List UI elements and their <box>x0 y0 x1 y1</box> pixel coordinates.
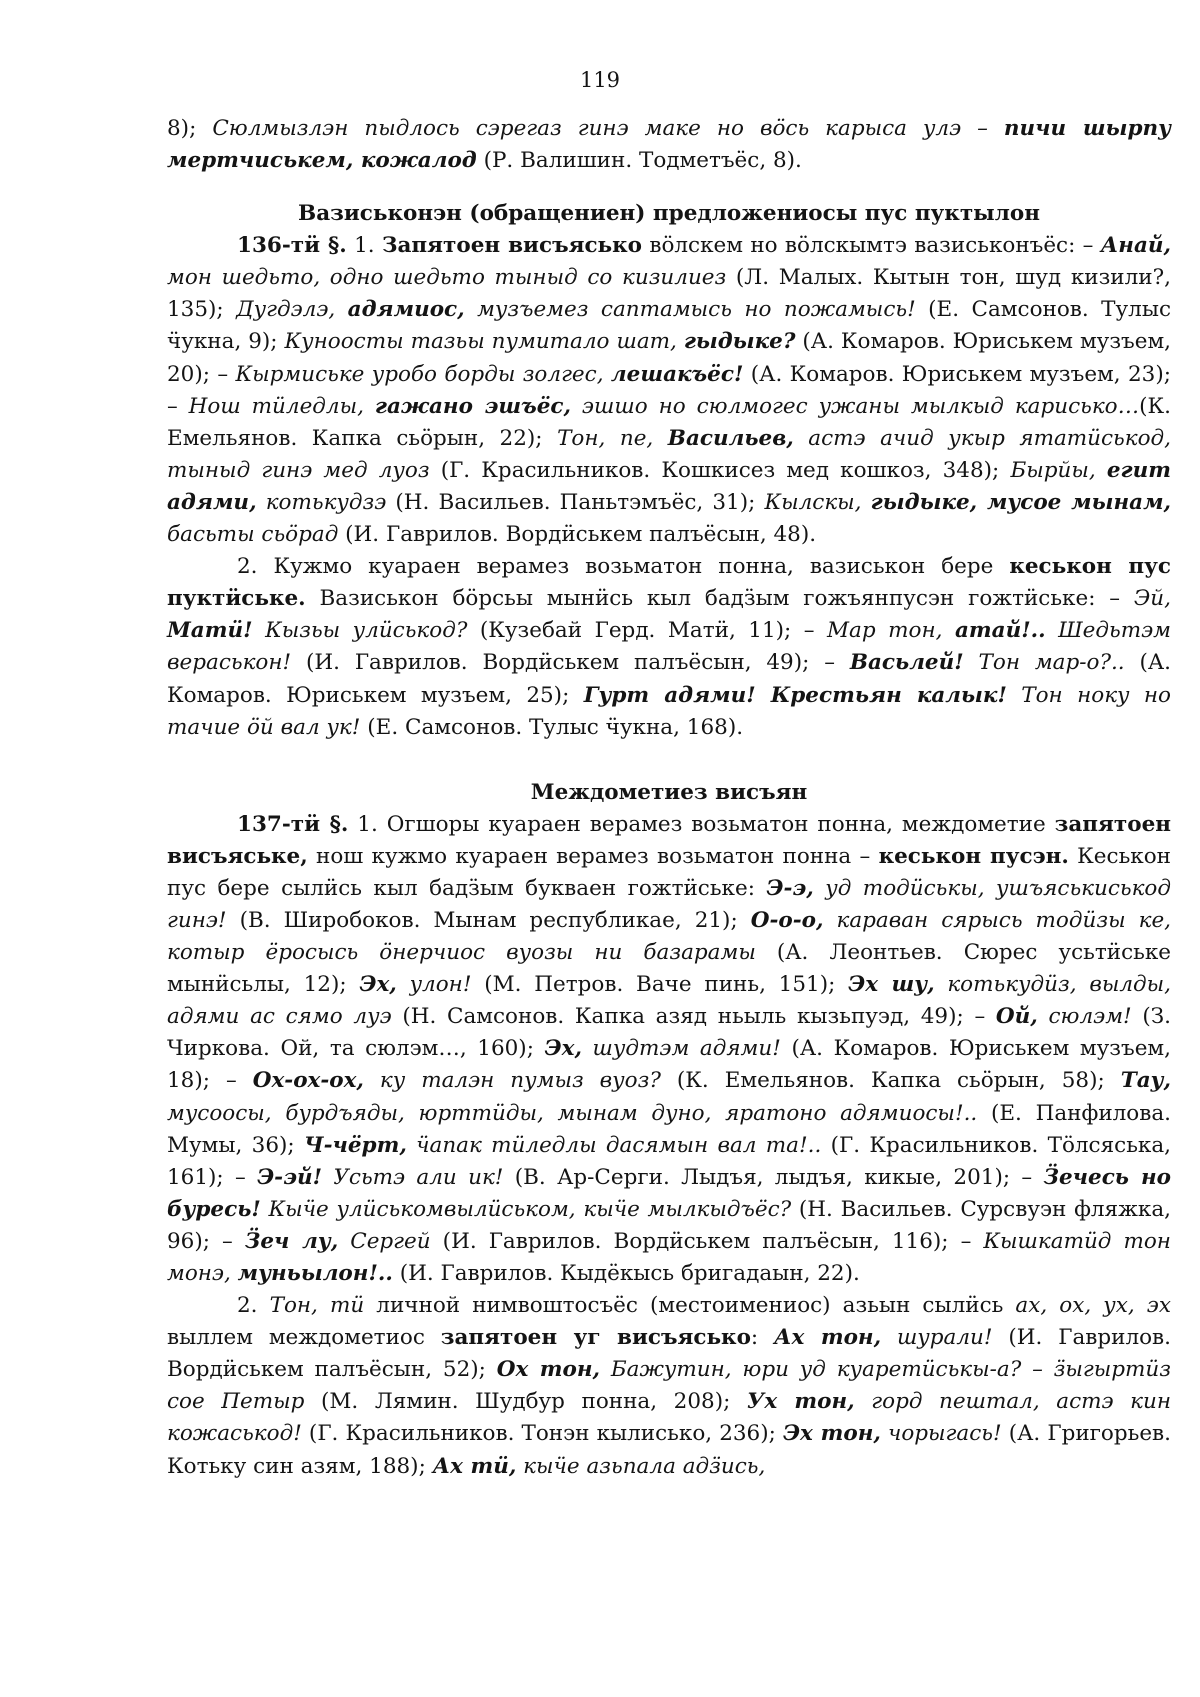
text-run: эшшо но сюлмогес ужаны мылкыд кариськo… <box>571 393 1140 419</box>
text-run: Ӟечесь но буресь! <box>167 1164 1171 1222</box>
text-run: егит адями, <box>167 457 1172 515</box>
text-run: караван сярысь тодӥзы ке, котыр ёросысь ӧнерчиос вуозы ни базарамы <box>167 907 1172 966</box>
text-run: 2. <box>237 1293 270 1319</box>
text-run: Кыӵе улӥськомвылӥськом, кыӵе мылкыдъёс? <box>260 1196 792 1222</box>
text-run: чорыгась! <box>880 1421 1002 1447</box>
text-run: (Н. Самсонов. Капка азяд ньыль кызьпуэд, 49); – <box>391 1004 996 1030</box>
text-run: (И. Гаврилов. Вордӥськем палъёсын, 52); <box>167 1325 1171 1383</box>
text-run: (Г. Красильников. Тӧлсяська, 161); – <box>167 1132 1171 1190</box>
paragraph-137-2 <box>167 1290 1171 1483</box>
text-run: Ой, <box>995 1004 1038 1030</box>
text-run: улон! <box>396 972 472 998</box>
text-run: Матӥ! <box>167 618 253 644</box>
text-run: Тон мар-о?.. <box>963 650 1125 676</box>
paragraph-137-1 <box>167 809 1171 1290</box>
text-run: (И. Гаврилов. Вордӥськем палъёсын, 48). <box>338 522 817 548</box>
text-run: Тон, пе, <box>557 425 668 451</box>
page-body <box>167 113 1171 1483</box>
text-run: Нош тӥледлы, <box>188 393 375 419</box>
text-run: запятоен уг висъясько <box>440 1325 751 1351</box>
text-run: басьты сьӧрад <box>167 522 339 548</box>
text-run: 8); <box>167 116 213 141</box>
text-run: Эх, <box>544 1036 582 1062</box>
text-run: Ух тон, <box>746 1389 855 1415</box>
text-run: (Е. Самсонов. Тулыс ӵукна, 9); <box>167 297 1171 355</box>
text-run: Сергей <box>338 1228 431 1254</box>
text-run: (М. Лямин. Шудбур понна, 208); <box>304 1389 747 1415</box>
text-run: Бырйы, <box>1010 457 1107 483</box>
text-run: Кеськон пус бере сылӥсь кыл бадӟым букваен гожтӥське: <box>167 843 1171 901</box>
text-run: шурали! <box>881 1325 993 1351</box>
text-run: (И. Гаврилов. Вордӥськем палъёсын, 116); – <box>430 1228 984 1254</box>
text-run: котькудӥз, вылды, адями ас сямо луэ <box>167 972 1172 1030</box>
text-run: О-о-о, <box>750 907 824 933</box>
text-run: (Е. Самсонов. Тулыс ӵукна, 168). <box>360 714 744 740</box>
text-run: Сюлмызлэн пыдлось сэрегаз гинэ маке но вӧсь карыса улэ – <box>212 116 1004 141</box>
text-run: уд тодӥськы, ушъяськиськод гинэ! <box>167 875 1171 933</box>
paragraph-136-1 <box>167 230 1171 551</box>
paragraph-136-2 <box>167 551 1171 744</box>
text-run: Тон, тӥ <box>269 1293 365 1319</box>
text-run: Эх шу, <box>848 972 935 998</box>
text-run: гыдыке, мусое мынам, <box>870 489 1171 515</box>
text-run: Ах тон, <box>774 1325 882 1351</box>
text-run: 2. Кужмо куараен верамез возьматон понна, вазиськон бере <box>237 554 1010 580</box>
text-run: ку талэн пумыз вуоз? <box>363 1068 661 1094</box>
text-run: атай!.. <box>954 618 1046 644</box>
text-run: кеськон пусэн. <box>878 843 1069 869</box>
text-run: нош кужмо куараен верамез возьматон понна – <box>307 843 879 869</box>
text-run: Бажутин, юри уд куаретӥськы-а? – ӟыгыртӥз сое Петыр <box>167 1357 1172 1415</box>
text-run: (Кузебай Герд. Матӥ, 11); – <box>467 618 828 644</box>
text-run: Ох тон, <box>496 1357 600 1383</box>
text-run: горд пештал, астэ кин кожаськод! <box>167 1389 1171 1447</box>
text-run: пичи шырпу мертчиськем, кожалод <box>167 116 1171 174</box>
text-run: Вазиськон бӧрсьы мынӥсь кыл бадӟым гожъянпусэн гожтӥське: – <box>305 586 1134 612</box>
text-run: гажано эшъёс, <box>374 393 572 419</box>
text-run: Ч-чёрт, <box>303 1132 407 1158</box>
section-heading-address: Вазиськонэн (обращениен) предложениосы пус пуктылон <box>298 201 1040 227</box>
text-run: Кылскы, <box>764 489 871 515</box>
text-run: Ӟеч лу, <box>244 1228 339 1254</box>
text-run: (К. Емельянов. Капка сьӧрын, 22); <box>167 393 1171 451</box>
text-run: вӧлскем но вӧлскымтэ вазиськонъёс: – <box>642 233 1101 259</box>
text-run: гыдыке? <box>683 329 796 355</box>
text-run: астэ ачид укыр ятатӥськод, тыныд гинэ мед луоз <box>167 425 1172 483</box>
text-run: Васьлей! <box>849 650 964 676</box>
section-heading-interjection: Междометиез висъян <box>530 779 808 805</box>
text-run: кыӵе азьпала адӟись, <box>516 1453 766 1479</box>
text-run: 137-тӥ §. <box>237 811 349 837</box>
text-run: (Г. Красильников. Тонэн кылисько, 236); <box>301 1421 783 1447</box>
text-run: муньылон!.. <box>237 1261 393 1286</box>
text-run: (В. Широбоков. Мынам республикае, 21); <box>226 907 751 933</box>
text-run: (А. Комаров. Юриськем музъем, 25); <box>167 650 1171 708</box>
text-run: музъемез саптамысь но пожамысь! <box>464 297 916 323</box>
text-run: 1. <box>346 233 382 259</box>
text-run: Э-э, <box>766 875 814 901</box>
text-run: Мар тон, <box>827 618 955 644</box>
text-run: Кырмиське уробо борды золгес, <box>235 361 611 387</box>
text-run: Эй, <box>1133 586 1171 612</box>
text-run: выллем междометиос <box>167 1325 441 1351</box>
text-run: Васильев, <box>667 425 794 451</box>
text-run: Эх тон, <box>782 1421 881 1447</box>
text-run: (К. Емельянов. Капка сьӧрын, 58); <box>660 1068 1121 1094</box>
text-run: адямиос, <box>347 297 465 323</box>
text-run: Куноосты тазьы пумитало шат, <box>284 329 684 355</box>
text-run: (А. Григорьев. Котьку син азям, 188); <box>167 1421 1171 1479</box>
text-run: Кышкатӥд тон монэ, <box>167 1228 1171 1286</box>
text-run: (Л. Малых. Кытын тон, шуд кизили?, 135); <box>167 265 1171 323</box>
text-run: лешакъёс! <box>610 361 744 387</box>
text-run: Усьтэ али ик! <box>322 1164 504 1190</box>
text-run: (Р. Валишин. Тодметъёс, 8). <box>476 148 802 174</box>
text-run: (А. Комаров. Юриськем музъем, 20); – <box>167 329 1172 387</box>
text-run: Кызьы улӥськод? <box>252 618 468 644</box>
text-run: (З. Чиркова. Ой, та сюлэм…, 160); <box>167 1004 1172 1062</box>
text-run: (М. Петров. Ваче пинь, 151); <box>471 972 849 998</box>
text-run: Гурт адями! Крестьян калык! <box>583 682 1007 708</box>
text-run: Э-эй! <box>257 1164 323 1190</box>
page-number: 119 <box>579 68 621 92</box>
text-run: (Г. Красильников. Кошкисез мед кошкоз, 348); <box>429 457 1011 483</box>
text-run: (Е. Панфилова. Мумы, 36); <box>167 1100 1172 1158</box>
text-run: Ах тӥ, <box>432 1453 517 1479</box>
text-run: Запятоен висъясько <box>381 233 643 259</box>
text-run: Эх, <box>359 972 397 998</box>
text-run: (А. Леонтьев. Сюрес усьтӥське мынӥсьлы, 12); <box>167 940 1171 998</box>
text-run: (И. Гаврилов. Кыдёкысь бригадаын, 22). <box>392 1261 860 1286</box>
text-run: Дугдэлэ, <box>236 297 348 323</box>
text-run: (Н. Васильев. Сурсвуэн фляжка, 96); – <box>167 1196 1171 1254</box>
text-run: (В. Ар-Серги. Лыдъя, лыдъя, кикые, 201); – <box>503 1164 1044 1190</box>
text-run: (А. Комаров. Юриськем музъем, 23); – <box>167 361 1171 419</box>
text-run: запятоен висъяське, <box>167 811 1171 869</box>
text-run: ах, ох, ух, эх <box>1015 1293 1171 1319</box>
text-run: сюлэм! <box>1037 1004 1132 1030</box>
text-run: кеськон пус пуктӥське. <box>167 554 1171 612</box>
paragraph-continuation <box>167 113 1171 177</box>
text-run: шудтэм адями! <box>581 1036 781 1062</box>
text-run: 136-тӥ §. <box>237 233 347 259</box>
text-run: ӵапак тӥледлы дасямын вал та!.. <box>406 1132 822 1158</box>
text-run: мон шедьто, одно шедьто тыныд со кизилиез <box>167 265 727 291</box>
text-run: (И. Гаврилов. Вордӥськем палъёсын, 49); – <box>291 650 850 676</box>
text-run: (А. Комаров. Юриськем музъем, 18); – <box>167 1036 1171 1094</box>
text-run: : <box>750 1325 775 1351</box>
text-run: Тон ноку но тачие ӧй вал ук! <box>167 682 1171 740</box>
text-run: Тау, <box>1120 1068 1171 1094</box>
text-run: (Н. Васильев. Паньтэмъёс, 31); <box>386 489 765 515</box>
text-run: Анай, <box>1100 233 1171 259</box>
text-run: Ох-ох-ох, <box>252 1068 364 1094</box>
text-run: мусоосы, бурдъяды, юрттӥды, мынам дуно, яратоно адямиосы!.. <box>167 1100 978 1126</box>
text-run: котькудзэ <box>256 489 387 515</box>
text-run: Шедьтэм вераськон! <box>167 618 1171 676</box>
text-run: 1. Огшоры куараен верамез возьматон понна, междометие <box>348 811 1055 837</box>
text-run: личной нимвоштосъёс (местоимениос) азьын сылӥсь <box>364 1293 1016 1319</box>
